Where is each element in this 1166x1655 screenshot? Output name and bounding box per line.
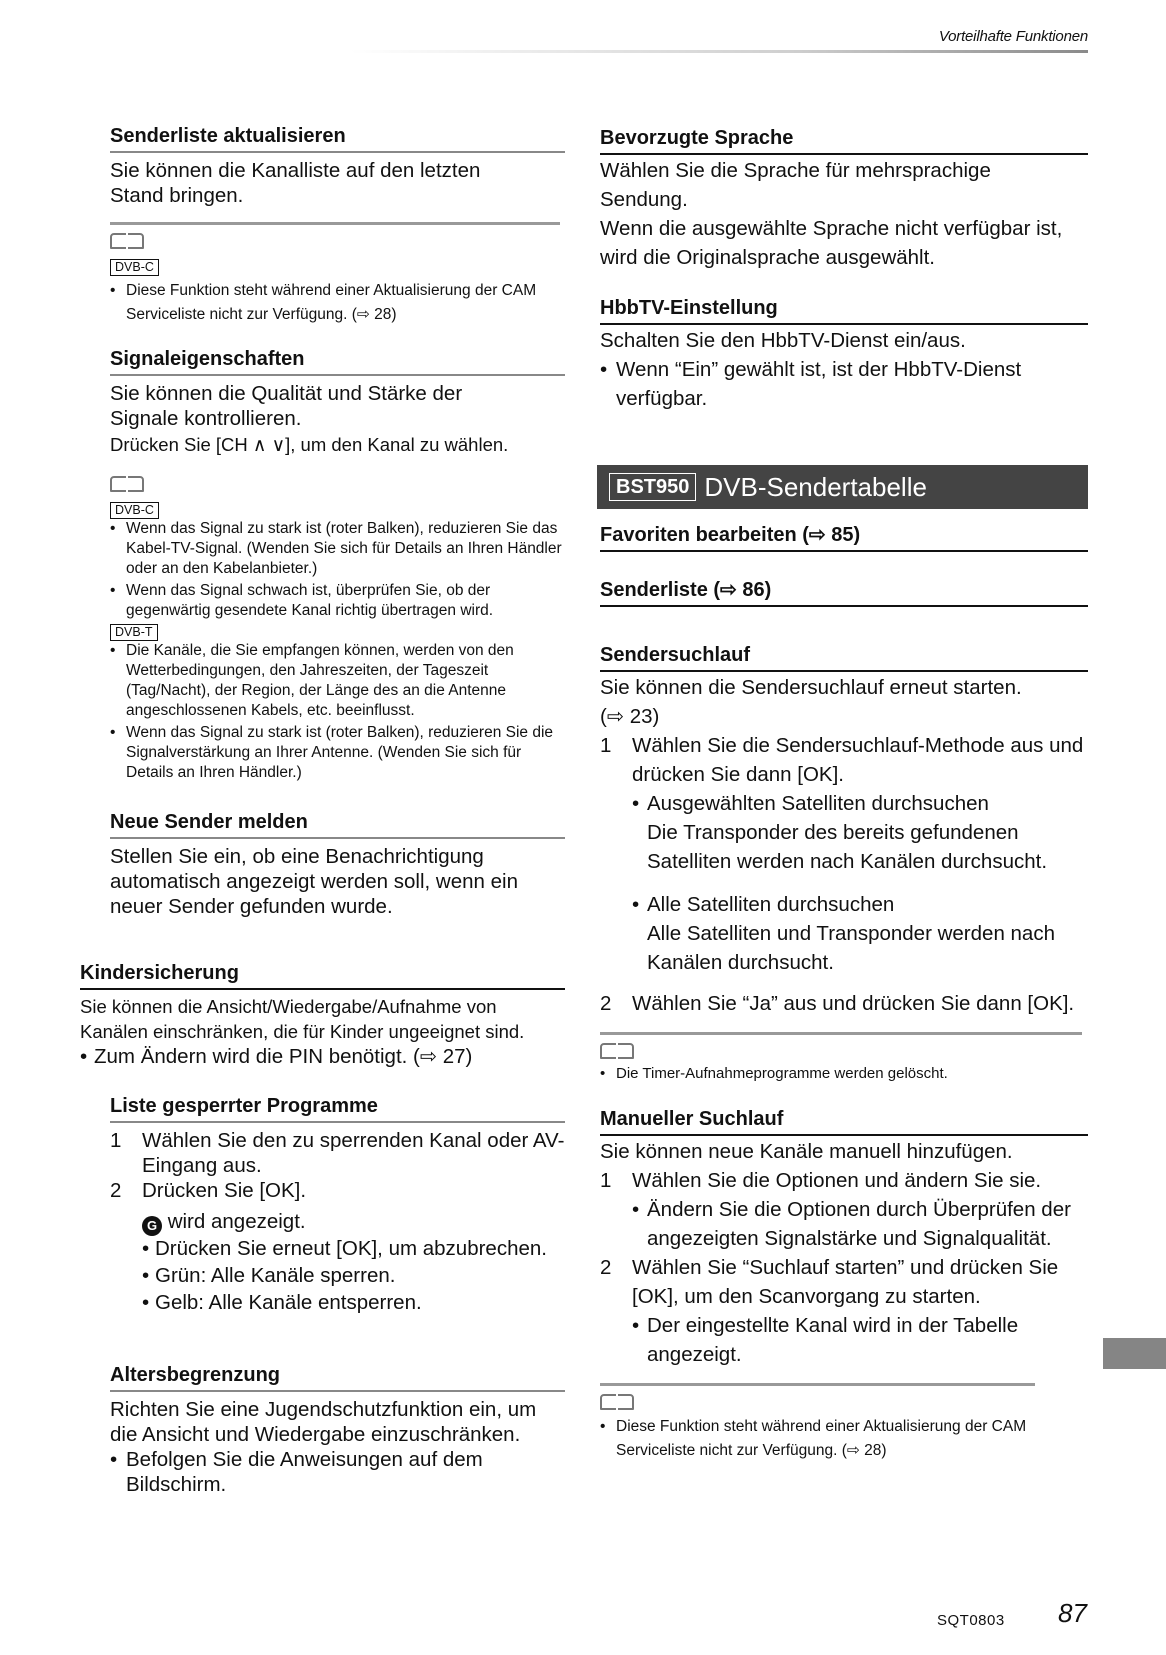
step-1	[600, 1166, 1088, 1195]
pin-bullet: • Zum Ändern wird die PIN benötigt. (⇨ 27)	[80, 1044, 565, 1069]
section-hbbtv	[600, 297, 1088, 413]
section-bevorzugte-sprache	[600, 127, 1088, 272]
heading-link[interactable]: Senderliste (⇨ 86)	[600, 577, 1088, 607]
note-bullet: • Wenn das Signal zu stark ist (roter Balken), reduzieren Sie die Signalverstärkung an Ihrer Antenne. (Wenden Sie sich für Details an Ihren Händler.)	[110, 723, 565, 783]
note-bullet: • Wenn das Signal zu stark ist (roter Balken), reduzieren Sie das Kabel-TV-Signal. (Wenden Sie sich für Details an Ihren Händler oder an den Kabelanbieter.)	[110, 519, 565, 579]
option-2-desc: Alle Satelliten und Transponder werden nach Kanälen durchsucht.	[647, 922, 1055, 974]
step-text: Wählen Sie “Ja” aus und drücken Sie dann [OK].	[632, 992, 1075, 1015]
heading: Manueller Suchlauf	[600, 1108, 1088, 1136]
option-1-title: • Ausgewählten Satelliten durchsuchen	[600, 789, 1088, 818]
section-favoriten	[600, 522, 1088, 552]
hbbtv-bullet: • Wenn “Ein” gewählt ist, ist der HbbTV-Dienst verfügbar.	[600, 355, 1088, 413]
step-number: 2	[600, 992, 612, 1015]
sub-bullet: • Grün: Alle Kanäle sperren.	[110, 1263, 565, 1288]
step-number: 1	[600, 734, 612, 757]
heading: HbbTV-Einstellung	[600, 297, 1088, 325]
step-2	[600, 1253, 1088, 1311]
step-text: Wählen Sie den zu sperrenden Kanal oder AV-Eingang aus.	[142, 1129, 565, 1177]
step-text: Drücken Sie [OK].	[142, 1179, 307, 1202]
heading: Sendersuchlauf	[600, 644, 1088, 672]
step-2	[600, 989, 1088, 1018]
lock-g-icon: G	[142, 1216, 162, 1236]
step-number: 2	[600, 1256, 612, 1279]
sub-bullet: • Gelb: Alle Kanäle entsperren.	[110, 1290, 565, 1315]
step-number: 2	[110, 1179, 122, 1202]
heading: Bevorzugte Sprache	[600, 127, 1088, 155]
section-band-dvb-sendertabelle	[597, 465, 1088, 509]
body-text: Sie können die Sendersuchlauf erneut starten. (⇨ 23)	[600, 676, 1022, 728]
step-number: 1	[600, 1169, 612, 1192]
heading: Liste gesperrter Programme	[110, 1095, 565, 1123]
step-number: 1	[110, 1129, 122, 1152]
heading: Senderliste aktualisieren	[110, 125, 565, 153]
document-code: SQT0803	[937, 1612, 1005, 1629]
note-divider	[110, 222, 560, 225]
section-sendersuchlauf	[600, 644, 1088, 1084]
body-text: Wählen Sie die Sprache für mehrsprachige Sendung.	[600, 159, 991, 211]
note-divider	[600, 1032, 1082, 1035]
heading: Altersbegrenzung	[110, 1364, 565, 1392]
instruction-bullet: • Befolgen Sie die Anweisungen auf dem Bildschirm.	[110, 1447, 565, 1497]
option-2-title: • Alle Satelliten durchsuchen	[600, 890, 1088, 919]
section-signaleigenschaften	[110, 348, 565, 783]
step-2-sub: • Der eingestellte Kanal wird in der Tabelle angezeigt.	[600, 1311, 1088, 1369]
note-divider	[600, 1383, 1035, 1386]
step-text: Wählen Sie die Sendersuchlauf-Methode aus und drücken Sie dann [OK].	[632, 734, 1084, 786]
section-neue-sender	[110, 811, 565, 919]
note-book-icon	[600, 1043, 634, 1059]
shown-text: wird angezeigt.	[167, 1210, 306, 1233]
sub-bullet: • Drücken Sie erneut [OK], um abzubrechen.	[110, 1236, 565, 1261]
lock-indicator-line	[110, 1209, 565, 1236]
body-text: Stellen Sie ein, ob eine Benachrichtigung automatisch angezeigt werden soll, wenn ein neuer Sender gefunden wurde.	[110, 845, 518, 918]
body-text: Sie können die Qualität und Stärke der Signale kontrollieren.	[110, 382, 463, 430]
note-book-icon	[600, 1394, 634, 1410]
heading: Kindersicherung	[80, 962, 565, 990]
note-book-icon	[110, 233, 144, 249]
section-altersbegrenzung	[110, 1364, 565, 1497]
step-1	[110, 1128, 565, 1178]
heading-link[interactable]: Favoriten bearbeiten (⇨ 85)	[600, 522, 1088, 552]
step-1	[600, 731, 1088, 789]
model-badge: BST950	[609, 473, 696, 501]
band-title: DVB-Sendertabelle	[704, 471, 927, 502]
step-text: Wählen Sie die Optionen und ändern Sie sie.	[632, 1169, 1042, 1192]
note-bullet: • Wenn das Signal schwach ist, überprüfen Sie, ob der gegenwärtig gesendete Kanal richtig übertragen wird.	[110, 581, 565, 621]
chapter-side-tab	[1103, 1338, 1166, 1369]
body-text-2: Wenn die ausgewählte Sprache nicht verfügbar ist, wird die Originalsprache ausgewählt.	[600, 217, 1063, 269]
note-bullet: • Die Kanäle, die Sie empfangen können, werden von den Wetterbedingungen, den Jahreszeiten, der Tageszeit (Tag/Nacht), der Region, der Länge des an die Antenne angeschlossenen Kabels, etc. beeinflusst.	[110, 641, 565, 721]
body-text: Sie können neue Kanäle manuell hinzufügen.	[600, 1140, 1013, 1163]
note-bullet: • Diese Funktion steht während einer Aktualisierung der CAM Serviceliste nicht zur Verfügung. (⇨ 28)	[600, 1415, 1056, 1463]
note-bullet: • Diese Funktion steht während einer Aktualisierung der CAM Serviceliste nicht zur Verfügung. (⇨ 28)	[110, 279, 565, 327]
page-number: 87	[1058, 1598, 1087, 1628]
body-text: Sie können die Ansicht/Wiedergabe/Aufnahme von Kanälen einschränken, die für Kinder ungeeignet sind.	[80, 996, 525, 1042]
section-title: Vorteilhafte Funktionen	[938, 28, 1088, 45]
step-1-sub: • Ändern Sie die Optionen durch Überprüfen der angezeigten Signalstärke und Signalqualität.	[600, 1195, 1088, 1253]
section-kindersicherung	[80, 962, 565, 1069]
body-text: Sie können die Kanalliste auf den letzten Stand bringen.	[110, 159, 481, 207]
dvb-c-tag: DVB-C	[110, 502, 159, 519]
body-text: Schalten Sie den HbbTV-Dienst ein/aus.	[600, 329, 966, 352]
option-1-desc: Die Transponder des bereits gefundenen Satelliten werden nach Kanälen durchsucht.	[647, 821, 1048, 873]
header-rule	[350, 50, 1088, 53]
body-text: Richten Sie eine Jugendschutzfunktion ein, um die Ansicht und Wiedergabe einzuschränken.	[110, 1398, 537, 1446]
step-2	[110, 1178, 565, 1203]
section-manueller-suchlauf	[600, 1108, 1088, 1463]
step-text: Wählen Sie “Suchlauf starten” und drücken Sie [OK], um den Scanvorgang zu starten.	[632, 1256, 1059, 1308]
channel-hint: Drücken Sie [CH ∧ ∨], um den Kanal zu wählen.	[110, 434, 509, 455]
dvb-t-tag: DVB-T	[110, 624, 158, 641]
section-liste-gesperrter-programme	[110, 1095, 565, 1315]
heading: Neue Sender melden	[110, 811, 565, 839]
dvb-c-tag: DVB-C	[110, 259, 159, 276]
heading: Signaleigenschaften	[110, 348, 565, 376]
section-senderliste	[600, 577, 1088, 607]
section-senderliste-aktualisieren	[110, 125, 565, 327]
note-book-icon	[110, 476, 144, 492]
note-bullet: • Die Timer-Aufnahmeprogramme werden gelöscht.	[600, 1064, 1088, 1084]
